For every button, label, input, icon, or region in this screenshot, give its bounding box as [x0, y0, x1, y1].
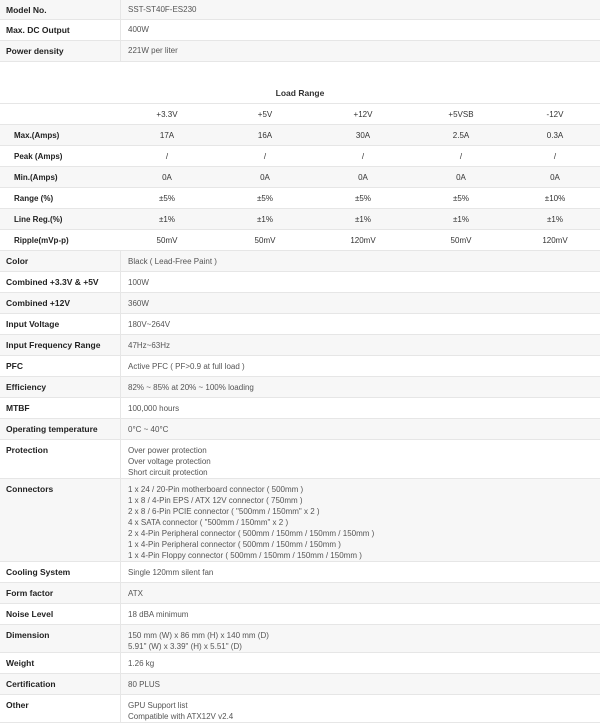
- load-range-row-label: Min.(Amps): [0, 167, 118, 188]
- spec-label: Noise Level: [6, 609, 54, 619]
- load-range-row-label: Range (%): [0, 188, 118, 209]
- spec-value-line: 5.91" (W) x 3.39" (H) x 5.51" (D): [128, 642, 242, 651]
- spec-row-protection: [0, 440, 600, 479]
- spec-value-line: 100,000 hours: [128, 404, 180, 413]
- spec-row-operating-temperature: [0, 419, 600, 440]
- load-range-cell: 0A: [216, 167, 314, 188]
- spec-row-input-frequency: [0, 335, 600, 356]
- spec-value-line: GPU Support list: [128, 701, 188, 710]
- spec-row-connectors: [0, 479, 600, 562]
- spec-label: Input Frequency Range: [6, 340, 101, 350]
- spec-value: [120, 653, 600, 673]
- spec-row-max-dc-output: [0, 20, 600, 41]
- load-range-header: [0, 62, 600, 104]
- spec-value-line: Over power protection: [128, 446, 207, 455]
- spec-label: Max. DC Output: [6, 25, 70, 35]
- spec-value-line: Black ( Lead-Free Paint ): [128, 257, 217, 266]
- spec-label: Weight: [6, 658, 35, 668]
- spec-row-combined-3v3-5v: [0, 272, 600, 293]
- spec-value: [120, 479, 600, 561]
- load-range-cell: ±10%: [510, 188, 600, 209]
- spec-value-line: 1 x 4-Pin Peripheral connector ( 500mm / 150mm / 150mm ): [128, 540, 341, 549]
- load-range-cell: ±5%: [314, 188, 412, 209]
- load-range-row-label: Peak (Amps): [0, 146, 118, 167]
- load-range-cell: 0.3A: [510, 125, 600, 146]
- load-range-grid: [0, 104, 600, 251]
- spec-label: Input Voltage: [6, 319, 60, 329]
- load-range-column-header: +5VSB: [412, 104, 510, 125]
- spec-label: Efficiency: [6, 382, 47, 392]
- spec-row-certification: [0, 674, 600, 695]
- load-range-cell: 30A: [314, 125, 412, 146]
- spec-value: [120, 356, 600, 376]
- load-range-cell: ±5%: [412, 188, 510, 209]
- spec-row-weight: [0, 653, 600, 674]
- load-range-row-label: Max.(Amps): [0, 125, 118, 146]
- load-range-cell: ±1%: [118, 209, 216, 230]
- spec-row-mtbf: [0, 398, 600, 419]
- bottom-rows: [0, 251, 600, 723]
- spec-label: Combined +3.3V & +5V: [6, 277, 99, 287]
- spec-value-line: ATX: [128, 589, 143, 598]
- spec-label: Certification: [6, 679, 56, 689]
- spec-row-other: [0, 695, 600, 723]
- spec-value: [120, 419, 600, 439]
- load-range-cell: 0A: [510, 167, 600, 188]
- load-range-cell: 0A: [118, 167, 216, 188]
- spec-row-power-density: [0, 41, 600, 62]
- load-range-row-label: Ripple(mVp-p): [0, 230, 118, 251]
- spec-value-line: 2 x 8 / 6-Pin PCIE connector ( "500mm / 150mm" x 2 ): [128, 507, 320, 516]
- spec-label: Other: [6, 700, 29, 710]
- spec-value-line: 150 mm (W) x 86 mm (H) x 140 mm (D): [128, 631, 269, 640]
- load-range-column-header: +12V: [314, 104, 412, 125]
- spec-value: [120, 583, 600, 603]
- load-range-row-label: Line Reg.(%): [0, 209, 118, 230]
- spec-value: [120, 562, 600, 582]
- load-range-cell: /: [118, 146, 216, 167]
- spec-value: [120, 604, 600, 624]
- spec-value-line: 1.26 kg: [128, 659, 155, 668]
- load-range-cell: 50mV: [216, 230, 314, 251]
- spec-label: Cooling System: [6, 567, 71, 577]
- load-range-column-header: +5V: [216, 104, 314, 125]
- spec-value-line: 100W: [128, 278, 149, 287]
- spec-row-dimension: [0, 625, 600, 653]
- spec-value: [120, 625, 600, 652]
- spec-label: Power density: [6, 46, 64, 56]
- spec-value-line: 82% ~ 85% at 20% ~ 100% loading: [128, 383, 254, 392]
- spec-value: [120, 695, 600, 722]
- spec-value-line: 0°C ~ 40°C: [128, 425, 169, 434]
- load-range-cell: /: [510, 146, 600, 167]
- load-range-title: Load Range: [275, 88, 325, 98]
- spec-label: Protection: [6, 445, 49, 455]
- spec-value-line: 2 x 4-Pin Peripheral connector ( 500mm / 150mm / 150mm / 150mm ): [128, 529, 375, 538]
- load-range-cell: /: [314, 146, 412, 167]
- spec-row-combined-12v: [0, 293, 600, 314]
- load-range-cell: 120mV: [314, 230, 412, 251]
- load-range-cell: 17A: [118, 125, 216, 146]
- spec-value: [120, 314, 600, 334]
- spec-value-line: 180V~264V: [128, 320, 171, 329]
- load-range-cell: ±1%: [510, 209, 600, 230]
- spec-value-line: Active PFC ( PF>0.9 at full load ): [128, 362, 245, 371]
- spec-value-line: 1 x 8 / 4-Pin EPS / ATX 12V connector ( 750mm ): [128, 496, 303, 505]
- spec-label: MTBF: [6, 403, 30, 413]
- spec-row-form-factor: [0, 583, 600, 604]
- spec-label: Connectors: [6, 484, 54, 494]
- spec-value: 221W per liter: [120, 41, 600, 61]
- spec-label: Operating temperature: [6, 424, 98, 434]
- spec-value: [120, 377, 600, 397]
- load-range-cell: ±1%: [216, 209, 314, 230]
- load-range-column-header: -12V: [510, 104, 600, 125]
- spec-row-model: [0, 0, 600, 20]
- load-range-cell: 0A: [412, 167, 510, 188]
- spec-value: [120, 293, 600, 313]
- load-range-corner: [0, 104, 118, 125]
- spec-row-pfc: [0, 356, 600, 377]
- spec-row-color: [0, 251, 600, 272]
- spec-value-line: Compatible with ATX12V v2.4: [128, 712, 234, 721]
- spec-value: [120, 398, 600, 418]
- spec-value: SST-ST40F-ES230: [120, 0, 600, 19]
- load-range-cell: ±5%: [118, 188, 216, 209]
- spec-row-cooling-system: [0, 562, 600, 583]
- spec-value-line: Short circuit protection: [128, 468, 208, 477]
- spec-value-line: 4 x SATA connector ( "500mm / 150mm" x 2 ): [128, 518, 289, 527]
- load-range-cell: 50mV: [412, 230, 510, 251]
- spec-label: Combined +12V: [6, 298, 71, 308]
- spec-label: Dimension: [6, 630, 50, 640]
- spec-row-input-voltage: [0, 314, 600, 335]
- load-range-cell: 16A: [216, 125, 314, 146]
- spec-value-line: 1 x 4-Pin Floppy connector ( 500mm / 150mm / 150mm / 150mm ): [128, 551, 362, 560]
- load-range-cell: 50mV: [118, 230, 216, 251]
- load-range-cell: 2.5A: [412, 125, 510, 146]
- load-range-column-header: +3.3V: [118, 104, 216, 125]
- spec-label: Model No.: [6, 5, 47, 15]
- load-range-cell: 120mV: [510, 230, 600, 251]
- spec-value-line: 360W: [128, 299, 149, 308]
- load-range-cell: ±1%: [412, 209, 510, 230]
- load-range-cell: /: [216, 146, 314, 167]
- spec-value: 400W: [120, 20, 600, 40]
- spec-value-line: Single 120mm silent fan: [128, 568, 214, 577]
- spec-value: [120, 674, 600, 694]
- load-range-cell: 0A: [314, 167, 412, 188]
- spec-label: Form factor: [6, 588, 54, 598]
- spec-label: Color: [6, 256, 29, 266]
- spec-value: [120, 272, 600, 292]
- load-range-cell: ±1%: [314, 209, 412, 230]
- spec-row-noise-level: [0, 604, 600, 625]
- spec-row-efficiency: [0, 377, 600, 398]
- spec-value-line: 47Hz~63Hz: [128, 341, 171, 350]
- load-range-cell: /: [412, 146, 510, 167]
- spec-value-line: 1 x 24 / 20-Pin motherboard connector ( 500mm ): [128, 485, 304, 494]
- spec-value: [120, 335, 600, 355]
- spec-value-line: Over voltage protection: [128, 457, 211, 466]
- spec-label: PFC: [6, 361, 23, 371]
- spec-value-line: 80 PLUS: [128, 680, 161, 689]
- top-rows: [0, 0, 600, 62]
- load-range-cell: ±5%: [216, 188, 314, 209]
- spec-value: [120, 440, 600, 478]
- spec-value-line: 18 dBA minimum: [128, 610, 189, 619]
- spec-value: [120, 251, 600, 271]
